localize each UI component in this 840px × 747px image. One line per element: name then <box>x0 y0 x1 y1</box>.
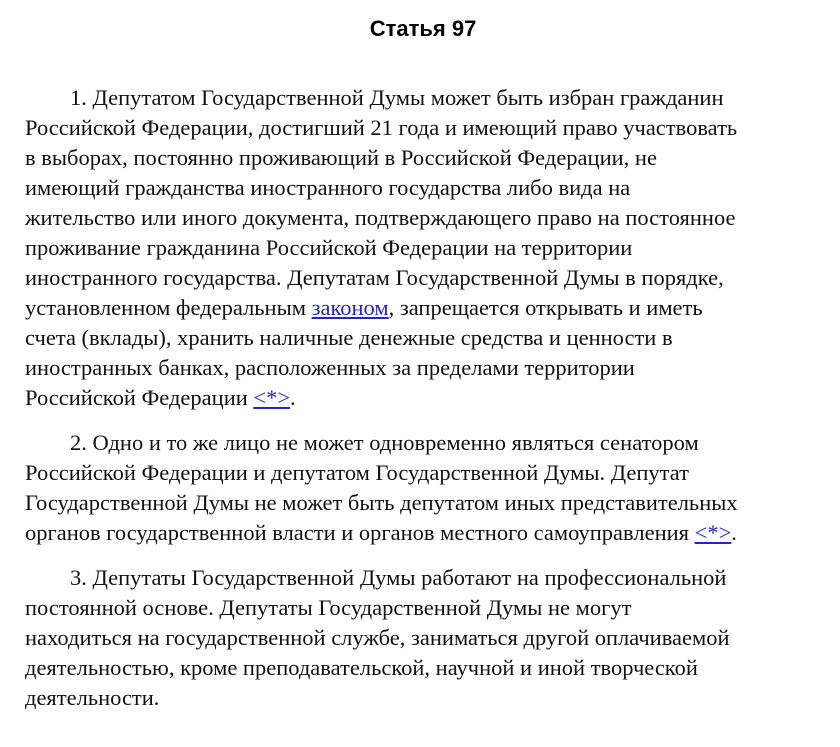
text-line: постоянной основе. Депутаты Государственной Думы не могут <box>25 595 632 620</box>
text-line: проживание гражданина Российской Федерации на территории <box>25 235 633 260</box>
text-line <box>25 293 835 323</box>
text-line: деятельности. <box>25 685 160 710</box>
text-line: в выборах, постоянно проживающий в Российской Федерации, не <box>25 145 657 170</box>
text-segment: . <box>731 520 737 545</box>
text-line: счета (вклады), хранить наличные денежные средства и ценности в <box>25 325 673 350</box>
text-line: жительство или иного документа, подтверждающего право на постоянное <box>25 205 736 230</box>
text-line: иностранных банках, расположенных за пределами территории <box>25 355 635 380</box>
text-line: имеющий гражданства иностранного государства либо вида на <box>25 175 631 200</box>
text-line: Российской Федерации, достигший 21 года и имеющий право участвовать <box>25 115 738 140</box>
article-title: Статья 97 <box>369 16 477 41</box>
text-line: 1. Депутатом Государственной Думы может быть избран гражданин <box>70 85 724 110</box>
text-line: 2. Одно и то же лицо не может одновременно являться сенатором <box>70 430 699 455</box>
text-segment: органов государственной власти и органов местного самоуправления <box>25 520 695 545</box>
text-segment: установленном федеральным <box>25 295 312 320</box>
text-line: находиться на государственной службе, заниматься другой оплачиваемой <box>25 625 730 650</box>
paragraph-3 <box>25 563 835 713</box>
text-line: 3. Депутаты Государственной Думы работают на профессиональной <box>70 565 727 590</box>
text-segment: , запрещается открывать и иметь <box>388 295 703 320</box>
paragraph-1 <box>25 83 835 413</box>
paragraph-2 <box>25 428 835 548</box>
text-segment: . <box>290 385 296 410</box>
text-line <box>25 383 835 413</box>
article-body <box>25 83 835 728</box>
footnote-link[interactable]: <*> <box>253 385 291 410</box>
text-segment: Российской Федерации <box>25 385 254 410</box>
text-line: деятельностью, кроме преподавательской, научной и иной творческой <box>25 655 698 680</box>
text-line: Государственной Думы не может быть депутатом иных представительных <box>25 490 738 515</box>
text-line: Российской Федерации и депутатом Государственной Думы. Депутат <box>25 460 690 485</box>
text-line <box>25 518 835 548</box>
text-line: иностранного государства. Депутатам Государственной Думы в порядке, <box>25 265 724 290</box>
footnote-link[interactable]: <*> <box>694 520 732 545</box>
law-link[interactable]: законом <box>311 295 389 320</box>
